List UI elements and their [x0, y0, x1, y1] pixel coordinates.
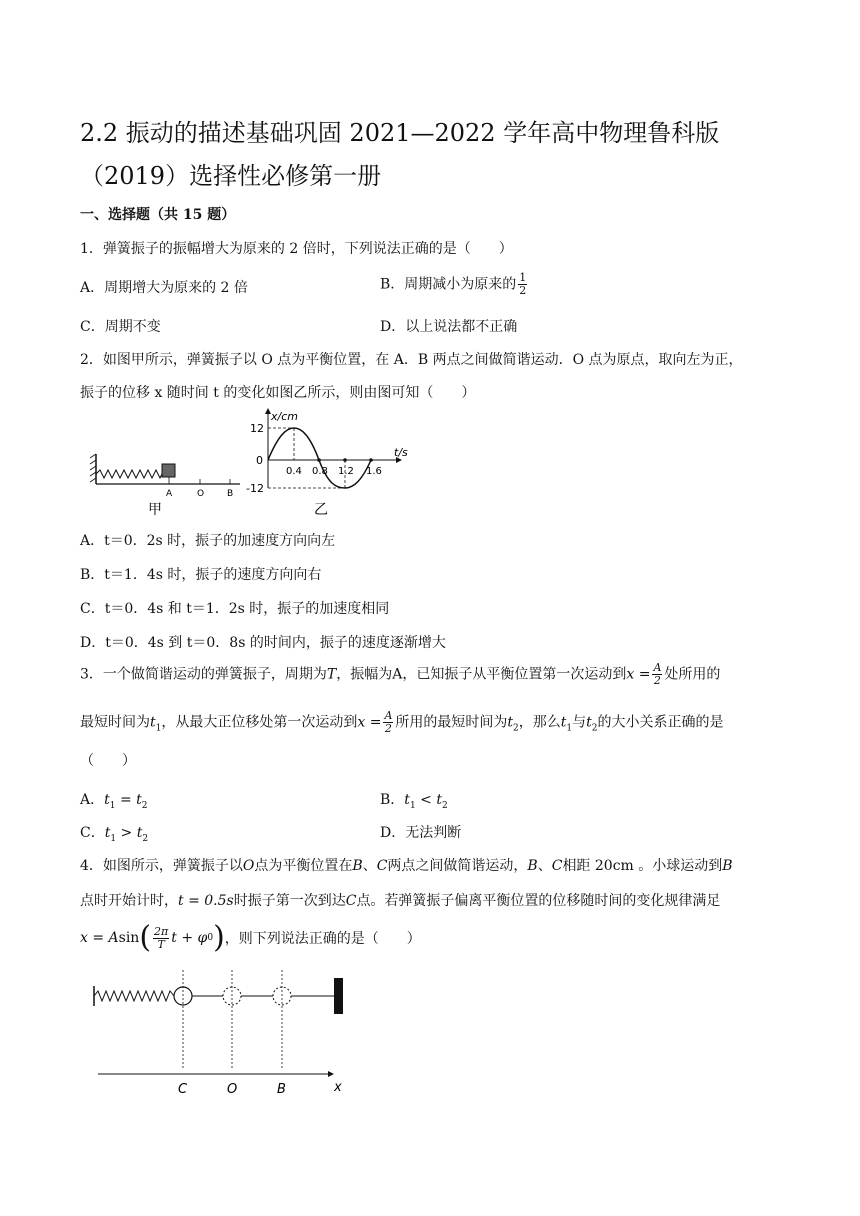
frac-num: 1 [519, 271, 527, 284]
y-axis-label: x/cm [271, 410, 298, 423]
q3-stem-line1 [80, 662, 720, 687]
symbol-t: t [404, 792, 410, 808]
q3-text: 处所用的 [664, 666, 721, 683]
subscript: 1 [409, 800, 416, 811]
q3-option-d: D．无法判断 [380, 825, 462, 841]
axis-label-c: C [178, 1082, 188, 1097]
subscript: 1 [155, 723, 162, 734]
q4-formula-line [80, 920, 421, 956]
q4-text: 4．如图所示，弹簧振子以 [80, 858, 243, 874]
frac-den: 2 [384, 722, 392, 735]
left-paren: ( [139, 920, 152, 955]
y-tick-neg12: -12 [246, 482, 264, 495]
xt-graph [246, 408, 408, 518]
q3-stem-line2 [80, 710, 724, 735]
formula-phase: t + φ [171, 930, 208, 946]
spring-icon [96, 470, 168, 478]
frac-num: A [384, 709, 393, 722]
subscript: 2 [591, 723, 598, 734]
point-b: B [527, 858, 538, 874]
x-tick-0-4: 0.4 [286, 466, 302, 477]
point-b: B [352, 858, 363, 874]
x-tick-0-8: 0.8 [312, 466, 328, 477]
symbol-t: t [436, 792, 442, 808]
y-tick-12: 12 [250, 422, 264, 435]
point-c: C [551, 858, 563, 874]
x-axis-label: t/s [394, 446, 408, 459]
equation-x: x = [626, 666, 651, 683]
frac-den: T [157, 937, 165, 951]
spring-oscillator-diagram [90, 454, 240, 518]
document-title: 2.2 振动的描述基础巩固 2021—2022 学年高中物理鲁科版（2019）选择性必修第一册 [80, 119, 720, 190]
q3-text: 最短时间为 [80, 714, 150, 731]
equation-x: x = [357, 714, 382, 731]
q1-option-a: A．周期增大为原来的 2 倍 [80, 280, 248, 296]
separator: 、 [362, 858, 377, 874]
formula-sin: sin [118, 930, 140, 946]
q2-option-a: A．t＝0．2s 时，振子的加速度方向向左 [80, 533, 336, 549]
axis-label-x: x [334, 1080, 342, 1095]
wall-block [334, 978, 343, 1014]
symbol-t: t [136, 792, 142, 808]
subscript: 1 [110, 833, 117, 844]
symbol-t: t [104, 792, 110, 808]
symbol-t: t [507, 714, 514, 731]
relation: < [420, 792, 432, 808]
subscript: 2 [141, 800, 148, 811]
frac-den: 2 [653, 674, 661, 687]
point-o: O [242, 858, 255, 874]
q3-text: ，振幅为 [336, 666, 393, 683]
symbol-t: t [104, 825, 111, 841]
q1-option-b [380, 272, 529, 297]
label-a: A [166, 489, 173, 499]
q2-stem-line1: 2．如图甲所示，弹簧振子以 O 点为平衡位置，在 A．B 两点之间做简谐运动．O 点为原点，取向左为正， [80, 352, 743, 368]
q3-option-a [80, 789, 148, 811]
q4-text: 点为平衡位置在 [254, 858, 353, 874]
fraction-one-half [518, 272, 527, 297]
fraction-2pi-over-t [153, 926, 169, 951]
q4-text: 相距 20cm 。小球运动到 [562, 858, 723, 874]
q4-figure [92, 966, 352, 1068]
q4-text: 点时开始计时， [80, 893, 178, 909]
axis-label-o: O [227, 1082, 238, 1097]
point-c: C [376, 858, 388, 874]
q2-option-b: B．t＝1．4s 时，振子的速度方向向右 [80, 567, 322, 583]
caption-yi: 乙 [314, 502, 328, 518]
q4-text: ，则下列说法正确的是（ ） [224, 931, 421, 947]
q1-stem: 1．弹簧振子的振幅增大为原来的 2 倍时，下列说法正确的是（ ） [80, 241, 513, 257]
point-b: B [722, 858, 733, 874]
subscript: 2 [142, 833, 149, 844]
symbol-t: t [586, 714, 592, 731]
formula-x: x = A [80, 930, 119, 946]
q3-option-b [380, 789, 448, 811]
subscript: 0 [207, 933, 214, 943]
q3-text: 与 [572, 714, 587, 731]
symbol-amplitude: A [392, 666, 403, 683]
q3-stem-line3: （ ） [80, 753, 136, 769]
section-heading: 一、选择题（共 15 题） [80, 207, 236, 223]
frac-num: 2π [154, 924, 169, 938]
equation-t: t = 0.5s [178, 893, 234, 909]
label-b: B [227, 489, 234, 499]
caption-jia: 甲 [148, 502, 162, 518]
q4-text: 两点之间做简谐运动， [387, 858, 528, 874]
fraction-a-over-2 [383, 710, 393, 735]
q2-option-d: D．t＝0．4s 到 t＝0．8s 的时间内，振子的速度逐渐增大 [80, 635, 446, 651]
axis-label-b: B [277, 1082, 286, 1097]
label-o: O [197, 489, 205, 499]
q4-stem-line2 [80, 890, 720, 910]
x-tick-1-6: 1.6 [366, 466, 382, 477]
q4-text: 点。若弹簧振子偏离平衡位置的位移随时间的变化规律满足 [356, 893, 721, 909]
frac-den: 2 [519, 284, 527, 297]
q2-option-c: C．t＝0．4s 和 t＝1．2s 时，振子的加速度相同 [80, 601, 390, 617]
oscillator-block [162, 464, 175, 477]
x-tick-1-2: 1.2 [338, 466, 354, 477]
relation: = [119, 792, 132, 808]
q3-text: 所用的最短时间为 [395, 714, 508, 731]
option-letter: B． [380, 792, 405, 808]
option-letter: C． [80, 825, 105, 841]
q4-axis [92, 1064, 362, 1098]
option-letter: A． [80, 792, 105, 808]
q3-option-c [80, 822, 148, 844]
q1-option-c: C．周期不变 [80, 319, 161, 335]
q2-stem-line2: 振子的位移 x 随时间 t 的变化如图乙所示，则由图可知（ ） [80, 385, 476, 401]
subscript: 2 [513, 723, 519, 734]
q2-figure [88, 408, 428, 520]
q1-option-d: D．以上说法都不正确 [380, 319, 518, 335]
frac-num: A [653, 661, 662, 674]
y-tick-0: 0 [256, 454, 263, 467]
subscript: 1 [566, 723, 573, 734]
point-c: C [345, 893, 357, 909]
subscript: 1 [109, 800, 116, 811]
symbol-period: T [326, 666, 337, 683]
spring-icon [94, 991, 174, 1001]
sine-curve [268, 428, 371, 488]
symbol-t: t [150, 714, 156, 731]
separator: 、 [537, 858, 552, 874]
relation: > [120, 825, 133, 841]
q3-text: ，已知振子从平衡位置第一次运动到 [402, 666, 627, 683]
symbol-t: t [560, 714, 567, 731]
symbol-t: t [136, 825, 143, 841]
q1-option-b-text: B．周期减小为原来的 [380, 276, 517, 293]
q3-text: ，那么 [518, 714, 561, 731]
q4-text: 时振子第一次到达 [233, 893, 346, 909]
right-paren: ) [213, 920, 225, 955]
q3-text: ，从最大正位移处第一次运动到 [161, 714, 358, 731]
q3-text: 3．一个做简谐运动的弹簧振子，周期为 [80, 666, 327, 683]
subscript: 2 [441, 800, 448, 811]
q3-text: 的大小关系正确的是 [597, 714, 724, 731]
q4-stem-line1 [80, 855, 733, 875]
fraction-a-over-2 [652, 662, 662, 687]
